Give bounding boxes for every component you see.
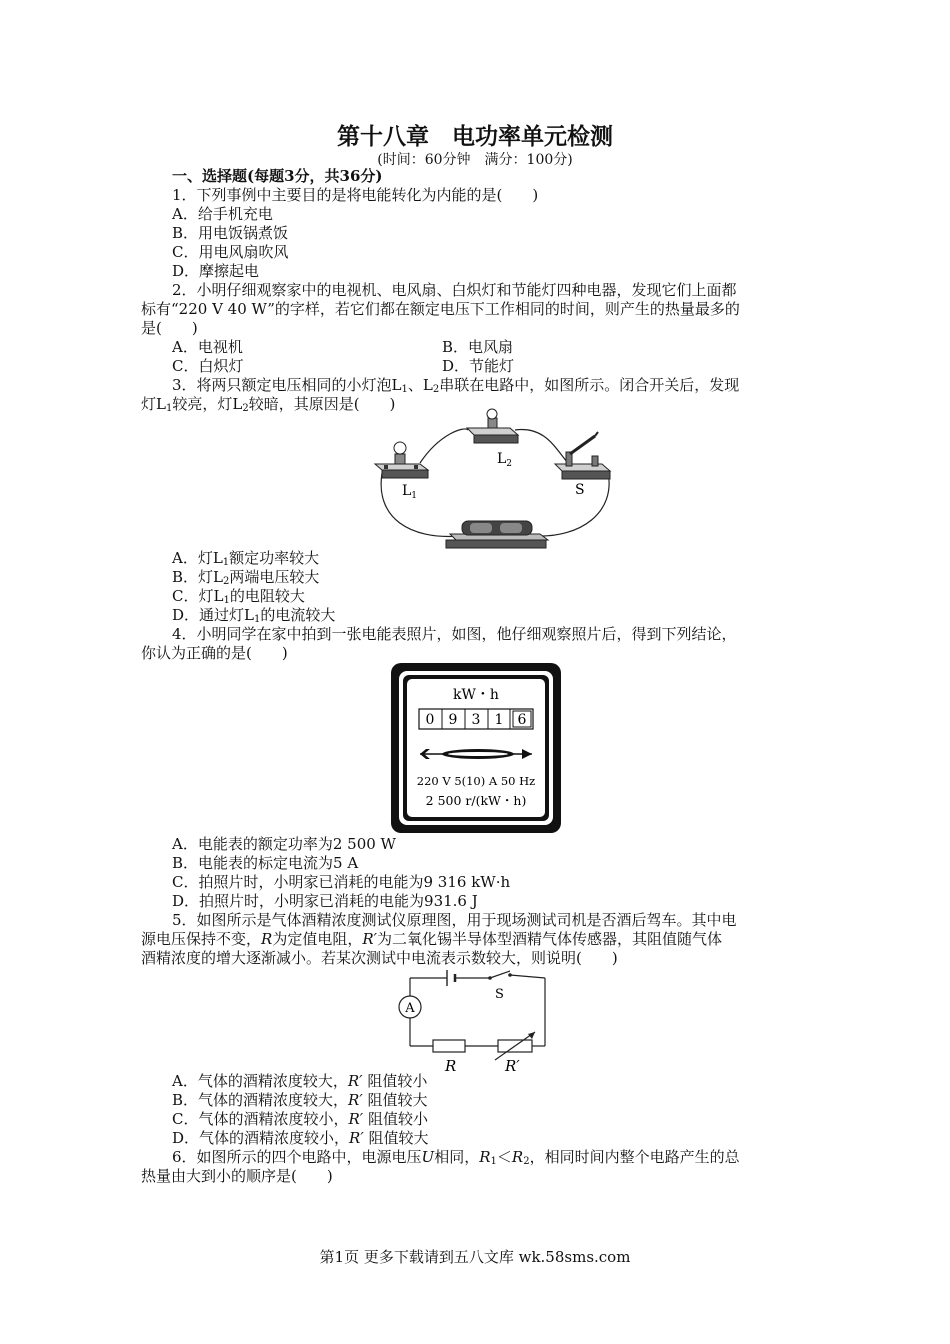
resistor-r — [433, 1040, 465, 1052]
q4-option-a: A．电能表的额定功率为2 500 W — [172, 835, 396, 853]
fig-label-r-prime: R′ — [505, 1057, 520, 1075]
battery-holder — [446, 521, 548, 548]
q4-option-c: C．拍照片时，小明家已消耗的电能为9 316 kW·h — [172, 873, 511, 891]
q5-option-a: A．气体的酒精浓度较大，R′ 阻值较小 — [172, 1072, 428, 1090]
meter-digit-2: 9 — [448, 712, 458, 728]
q2-option-a: A．电视机 — [172, 338, 243, 356]
q3-option-b: B．灯$L_2$两端电压较大 — [172, 568, 320, 587]
fig-label-ammeter: A — [405, 1001, 415, 1016]
q1-option-a: A．给手机充电 — [172, 205, 273, 223]
q1-stem: 1．下列事例中主要目的是将电能转化为内能的是( ) — [172, 186, 539, 204]
meter-digit-4: 1 — [494, 712, 504, 728]
meter-spec: 220 V 5(10) A 50 Hz — [416, 774, 536, 788]
q3-option-c: C．灯$L_1$的电阻较大 — [172, 587, 305, 606]
q1-option-c: C．用电风扇吹风 — [172, 243, 289, 261]
switch-s — [555, 432, 610, 479]
lamp-l2 — [467, 409, 518, 443]
q1-option-d: D．摩擦起电 — [172, 262, 260, 280]
q4-option-d: D．拍照片时，小明家已消耗的电能为931.6 J — [172, 892, 478, 910]
q5-option-b: B．气体的酒精浓度较大，R′ 阻值较大 — [172, 1091, 428, 1109]
battery-icon — [447, 970, 455, 986]
fig-label-l2: L — [497, 451, 507, 467]
page-subtitle: (时间：60分钟 满分：100分) — [377, 152, 573, 168]
q5-stem-line1: 5．如图所示是气体酒精浓度测试仪原理图，用于现场测试司机是否酒后驾车。其中电 — [172, 911, 737, 929]
q5-stem-line3: 酒精浓度的增大逐渐减小。若某次测试中电流表示数较大，则说明( ) — [141, 949, 618, 967]
q3-stem-line2: 灯$L_1$较亮，灯$L_2$较暗，其原因是( ) — [141, 395, 396, 414]
page-title: 第十八章 电功率单元检测 — [337, 123, 613, 150]
section-heading: 一、选择题(每题3分，共36分) — [172, 167, 383, 185]
svg-text:L2: $L_2$ — [497, 451, 513, 469]
meter-rev: 2 500 r/(kW・h) — [425, 793, 527, 808]
q2-option-c: C．白炽灯 — [172, 357, 244, 375]
q5-stem-line2: 源电压保持不变，R为定值电阻，R′为二氧化锡半导体型酒精气体传感器，其阻值随气体 — [141, 930, 723, 948]
q5-option-c: C．气体的酒精浓度较小，R′ 阻值较小 — [172, 1110, 428, 1128]
svg-text:L1: $L_1$ — [402, 483, 418, 501]
q1-option-b: B．用电饭锅煮饭 — [172, 224, 289, 242]
q3-stem-line1: 3．将两只额定电压相同的小灯泡$L_1$、$L_2$串联在电路中，如图所示。闭合开关后，发现 — [172, 376, 740, 395]
q4-stem-line1: 4．小明同学在家中拍到一张电能表照片，如图，他仔细观察照片后，得到下列结论， — [172, 625, 737, 643]
lamp-l1 — [375, 442, 428, 478]
fig-label-switch: S — [495, 987, 504, 1002]
q3-option-a: A．灯$L_1$额定功率较大 — [172, 549, 320, 568]
fig-label-l1: L — [402, 483, 412, 499]
q2-stem-line2: 标有“220 V 40 W”的字样，若它们都在额定电压下工作相同的时间，则产生的热量最多的 — [141, 300, 740, 318]
q4-option-b: B．电能表的标定电流为5 A — [172, 854, 359, 872]
series-circuit-figure — [370, 408, 620, 550]
q6-stem-line2: 热量由大到小的顺序是( ) — [141, 1167, 333, 1185]
meter-digit-1: 0 — [425, 712, 435, 728]
fig-label-s: S — [575, 482, 585, 498]
electricity-meter-figure — [390, 662, 562, 834]
q5-option-d: D．气体的酒精浓度较小，R′ 阻值较大 — [172, 1129, 429, 1147]
fig-label-r: R — [445, 1057, 457, 1075]
q2-option-d: D．节能灯 — [442, 357, 515, 375]
q4-stem-line2: 你认为正确的是( ) — [141, 644, 288, 662]
alcohol-tester-circuit-figure — [395, 968, 555, 1078]
q6-stem-line1: 6．如图所示的四个电路中，电源电压U相同，$R_1<R_2$，相同时间内整个电路产生的总 — [172, 1148, 740, 1167]
q3-option-d: D．通过灯$L_1$的电流较大 — [172, 606, 336, 625]
meter-digit-5: 6 — [517, 712, 527, 728]
meter-digit-3: 3 — [471, 712, 481, 728]
q2-stem-line3: 是( ) — [141, 319, 198, 337]
q2-option-b: B．电风扇 — [442, 338, 514, 356]
q2-stem-line1: 2．小明仔细观察家中的电视机、电风扇、白炽灯和节能灯四种电器，发现它们上面都 — [172, 281, 737, 299]
meter-unit: kW・h — [453, 687, 499, 703]
page-footer: 第1页 更多下载请到五八文库 wk.58sms.com — [319, 1248, 631, 1266]
